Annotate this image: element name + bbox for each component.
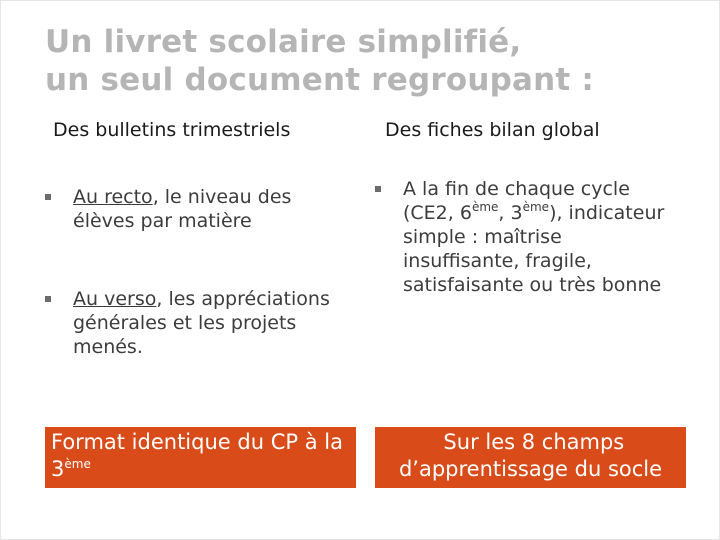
right-bullet-list [375,177,675,297]
title-line-1: Un livret scolaire simplifié, [45,24,522,60]
bullet-square-icon [375,186,381,192]
list-item [375,177,675,297]
superscript: ème [471,200,499,214]
list-item [45,287,355,359]
bullet-square-icon [45,296,51,302]
bullet-text: , les appréciations générales et les projets menés. [73,288,330,358]
underlined-text: Au recto [73,186,153,208]
box-text-line-2: d’apprentissage du socle [398,457,663,481]
list-item [45,185,355,233]
superscript: ème [522,200,550,214]
box-superscript: ème [64,457,91,471]
left-highlight-box [45,427,356,488]
right-column-heading: Des fiches bilan global [385,119,600,141]
bullet-text: ), indicateur simple : maîtrise insuffisante, fragile, satisfaisante ou très bonne [403,202,665,296]
page-title [45,23,705,99]
bullet-square-icon [45,194,51,200]
box-text: Format identique du CP à la 3 [51,430,343,481]
right-highlight-box [375,427,686,488]
title-line-2: un seul document regroupant : [45,62,594,98]
bullet-text: A la fin de chaque cycle (CE2, 6 [403,178,630,224]
underlined-text: Au verso [73,288,157,310]
box-text-line-1: Sur les 8 champs [436,430,625,454]
left-bullet-list [45,185,355,359]
bullet-text: , le niveau des élèves par matière [73,186,292,232]
left-column-heading: Des bulletins trimestriels [53,119,291,141]
bullet-text: , 3 [498,202,523,224]
